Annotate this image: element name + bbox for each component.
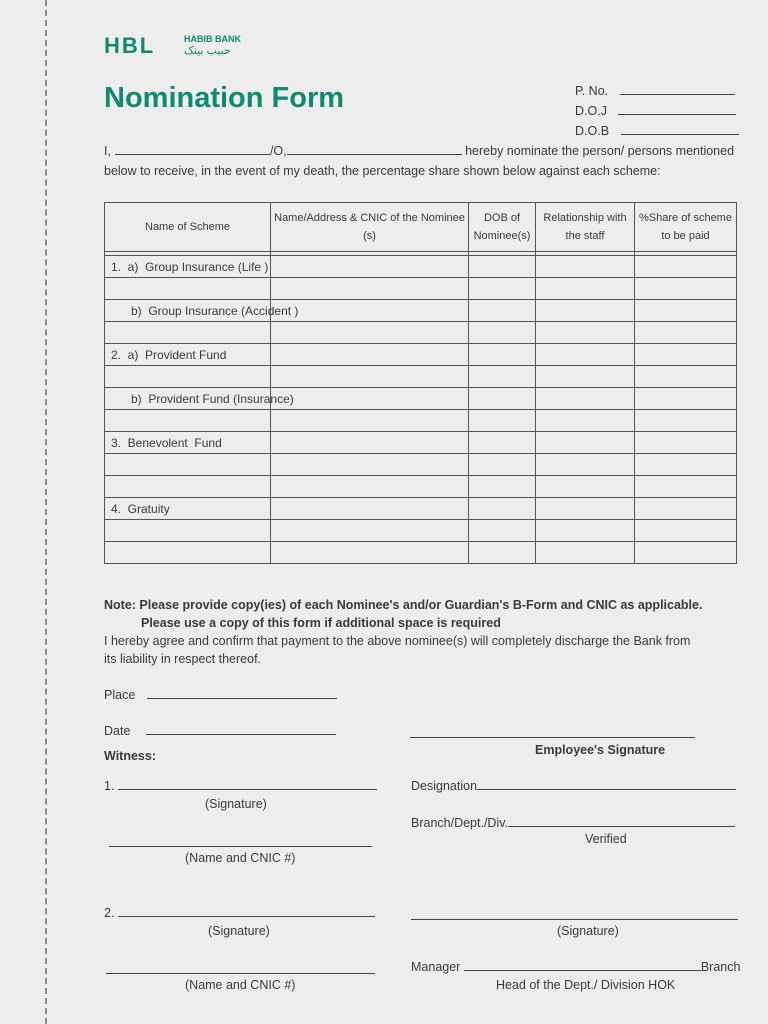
intro-rest: hereby nominate the person/ persons mentioned (465, 144, 735, 158)
entry-cell[interactable] (536, 454, 635, 476)
table-row (105, 256, 737, 278)
entry-cell[interactable] (469, 454, 536, 476)
entry-cell[interactable] (536, 410, 635, 432)
witness-2-name-caption: (Name and CNIC #) (185, 978, 296, 992)
habib-bank-urdu-logo: حبیب بینک (184, 45, 231, 57)
hbl-logo: HBL (104, 33, 156, 58)
witness-1-signature-line (118, 779, 377, 790)
entry-cell[interactable] (469, 520, 536, 542)
witness-1-name-line[interactable] (109, 846, 372, 847)
entry-cell[interactable] (536, 344, 635, 366)
pno-field[interactable] (575, 84, 735, 98)
intro-line-1 (104, 144, 734, 158)
entry-cell[interactable] (635, 366, 737, 388)
scheme-cell: 1. a) Group Insurance (Life ) (105, 256, 271, 278)
entry-cell[interactable] (469, 278, 536, 300)
entry-cell[interactable] (469, 256, 536, 278)
manager-line (464, 960, 701, 971)
entry-cell[interactable] (469, 344, 536, 366)
witness-2-signature-caption: (Signature) (208, 924, 270, 938)
dob-field[interactable] (575, 124, 739, 138)
scheme-cell (105, 520, 271, 542)
designation-label: Designation (411, 779, 478, 793)
scheme-cell (105, 366, 271, 388)
table-row (105, 520, 737, 542)
entry-cell[interactable] (271, 432, 469, 454)
witness-1-number: 1. (104, 779, 115, 793)
pno-line (620, 84, 735, 95)
entry-cell[interactable] (469, 366, 536, 388)
entry-cell[interactable] (635, 454, 737, 476)
witness-1-signature-caption: (Signature) (205, 797, 267, 811)
entry-cell[interactable] (635, 432, 737, 454)
entry-cell[interactable] (536, 300, 635, 322)
header-nominee: Name/Address & CNIC of the Nominee (s) (271, 203, 469, 252)
witness-heading: Witness: (104, 749, 156, 763)
name-line[interactable] (115, 144, 270, 155)
header-dob: DOB of Nominee(s) (469, 203, 536, 252)
verifier-signature-caption: (Signature) (557, 924, 619, 938)
employee-signature-label: Employee's Signature (535, 743, 666, 757)
scheme-cell: 3. Benevolent Fund (105, 432, 271, 454)
agree-line-2: its liability in respect thereof. (104, 652, 262, 666)
entry-cell[interactable] (536, 366, 635, 388)
designation-line (477, 779, 736, 790)
entry-cell[interactable] (271, 520, 469, 542)
scheme-cell (105, 410, 271, 432)
table-row (105, 300, 737, 322)
entry-cell[interactable] (271, 322, 469, 344)
entry-cell[interactable] (536, 432, 635, 454)
entry-cell[interactable] (635, 322, 737, 344)
entry-cell[interactable] (536, 476, 635, 498)
entry-cell[interactable] (536, 278, 635, 300)
entry-cell[interactable] (469, 300, 536, 322)
branch-dept-label: Branch/Dept./Div. (411, 816, 509, 830)
entry-cell[interactable] (635, 388, 737, 410)
header-relationship: Relationship with the staff (536, 203, 635, 252)
entry-cell[interactable] (469, 498, 536, 520)
table-row (105, 322, 737, 344)
witness-2-name-line[interactable] (106, 973, 375, 974)
manager-field[interactable] (411, 960, 740, 974)
entry-cell[interactable] (536, 256, 635, 278)
intro-i: I, (104, 144, 111, 158)
note-line-2: Please use a copy of this form if additional space is required (141, 616, 501, 630)
table-row (105, 410, 737, 432)
branch-dept-line (508, 816, 735, 827)
header-share: %Share of scheme to be paid (635, 203, 737, 252)
scheme-cell (105, 542, 271, 564)
entry-cell[interactable] (271, 498, 469, 520)
entry-cell[interactable] (271, 454, 469, 476)
entry-cell[interactable] (536, 542, 635, 564)
table-row (105, 388, 737, 410)
employee-signature-line[interactable] (410, 737, 695, 738)
dob-line (621, 124, 739, 135)
verifier-signature-line[interactable] (411, 919, 738, 920)
entry-cell[interactable] (271, 278, 469, 300)
entry-cell[interactable] (271, 410, 469, 432)
table-row (105, 498, 737, 520)
scheme-cell (105, 322, 271, 344)
entry-cell[interactable] (536, 322, 635, 344)
intro-so: /O, (269, 144, 287, 158)
entry-cell[interactable] (635, 498, 737, 520)
branch-label: Branch (700, 960, 741, 974)
page-title: Nomination Form (104, 82, 345, 114)
scheme-cell: b) Provident Fund (Insurance) (105, 388, 271, 410)
witness-1-name-caption: (Name and CNIC #) (185, 851, 296, 865)
head-of-dept-caption: Head of the Dept./ Division HOK (496, 978, 676, 992)
perforation-line (45, 0, 47, 1024)
table-row (105, 366, 737, 388)
witness-2-signature-line (118, 906, 375, 917)
designation-field[interactable] (411, 779, 736, 793)
entry-cell[interactable] (469, 388, 536, 410)
nomination-table (104, 202, 737, 564)
entry-cell[interactable] (635, 542, 737, 564)
table-row (105, 454, 737, 476)
date-label: Date (104, 724, 131, 738)
entry-cell[interactable] (635, 476, 737, 498)
table-row (105, 476, 737, 498)
witness-2-number: 2. (104, 906, 115, 920)
entry-cell[interactable] (635, 344, 737, 366)
entry-cell[interactable] (271, 256, 469, 278)
habib-bank-logo-text: HABIB BANK (184, 34, 241, 44)
scheme-cell: 2. a) Provident Fund (105, 344, 271, 366)
entry-cell[interactable] (635, 410, 737, 432)
place-line (147, 688, 337, 699)
scheme-cell (105, 278, 271, 300)
entry-cell[interactable] (271, 366, 469, 388)
table-row (105, 542, 737, 564)
dob-label: D.O.B (575, 124, 610, 138)
date-field[interactable] (104, 724, 336, 738)
entry-cell[interactable] (469, 322, 536, 344)
note-line-1: Note: Please provide copy(ies) of each Nominee's and/or Guardian's B-Form and CNIC as applicable. (104, 598, 703, 612)
table-row (105, 432, 737, 454)
entry-cell[interactable] (469, 410, 536, 432)
witness-1-signature-field[interactable] (104, 779, 377, 793)
parent-name-line[interactable] (287, 144, 462, 155)
place-label: Place (104, 688, 136, 702)
intro-line-2: below to receive, in the event of my death, the percentage share shown below against each scheme: (104, 164, 661, 178)
scheme-cell (105, 476, 271, 498)
place-field[interactable] (104, 688, 337, 702)
entry-cell[interactable] (271, 388, 469, 410)
entry-cell[interactable] (271, 476, 469, 498)
branch-dept-field[interactable] (411, 816, 735, 830)
agree-line-1: I hereby agree and confirm that payment to the above nominee(s) will completely discharge the Bank from (104, 634, 691, 648)
scheme-cell: 4. Gratuity (105, 498, 271, 520)
doj-field[interactable] (575, 104, 736, 118)
entry-cell[interactable] (536, 498, 635, 520)
entry-cell[interactable] (271, 344, 469, 366)
manager-label: Manager (411, 960, 461, 974)
entry-cell[interactable] (635, 520, 737, 542)
doj-label: D.O.J (575, 104, 607, 118)
table-row (105, 344, 737, 366)
entry-cell[interactable] (635, 278, 737, 300)
entry-cell[interactable] (635, 300, 737, 322)
entry-cell[interactable] (271, 300, 469, 322)
entry-cell[interactable] (536, 520, 635, 542)
scheme-cell (105, 454, 271, 476)
entry-cell[interactable] (635, 256, 737, 278)
entry-cell[interactable] (469, 542, 536, 564)
scheme-cell: b) Group Insurance (Accident ) (105, 300, 271, 322)
entry-cell[interactable] (271, 542, 469, 564)
entry-cell[interactable] (469, 432, 536, 454)
pno-label: P. No. (575, 84, 609, 98)
header-scheme: Name of Scheme (105, 203, 271, 252)
doj-line (618, 104, 736, 115)
verified-label: Verified (585, 832, 627, 846)
date-line (146, 724, 336, 735)
table-row (105, 278, 737, 300)
entry-cell[interactable] (469, 476, 536, 498)
entry-cell[interactable] (536, 388, 635, 410)
witness-2-signature-field[interactable] (104, 906, 375, 920)
